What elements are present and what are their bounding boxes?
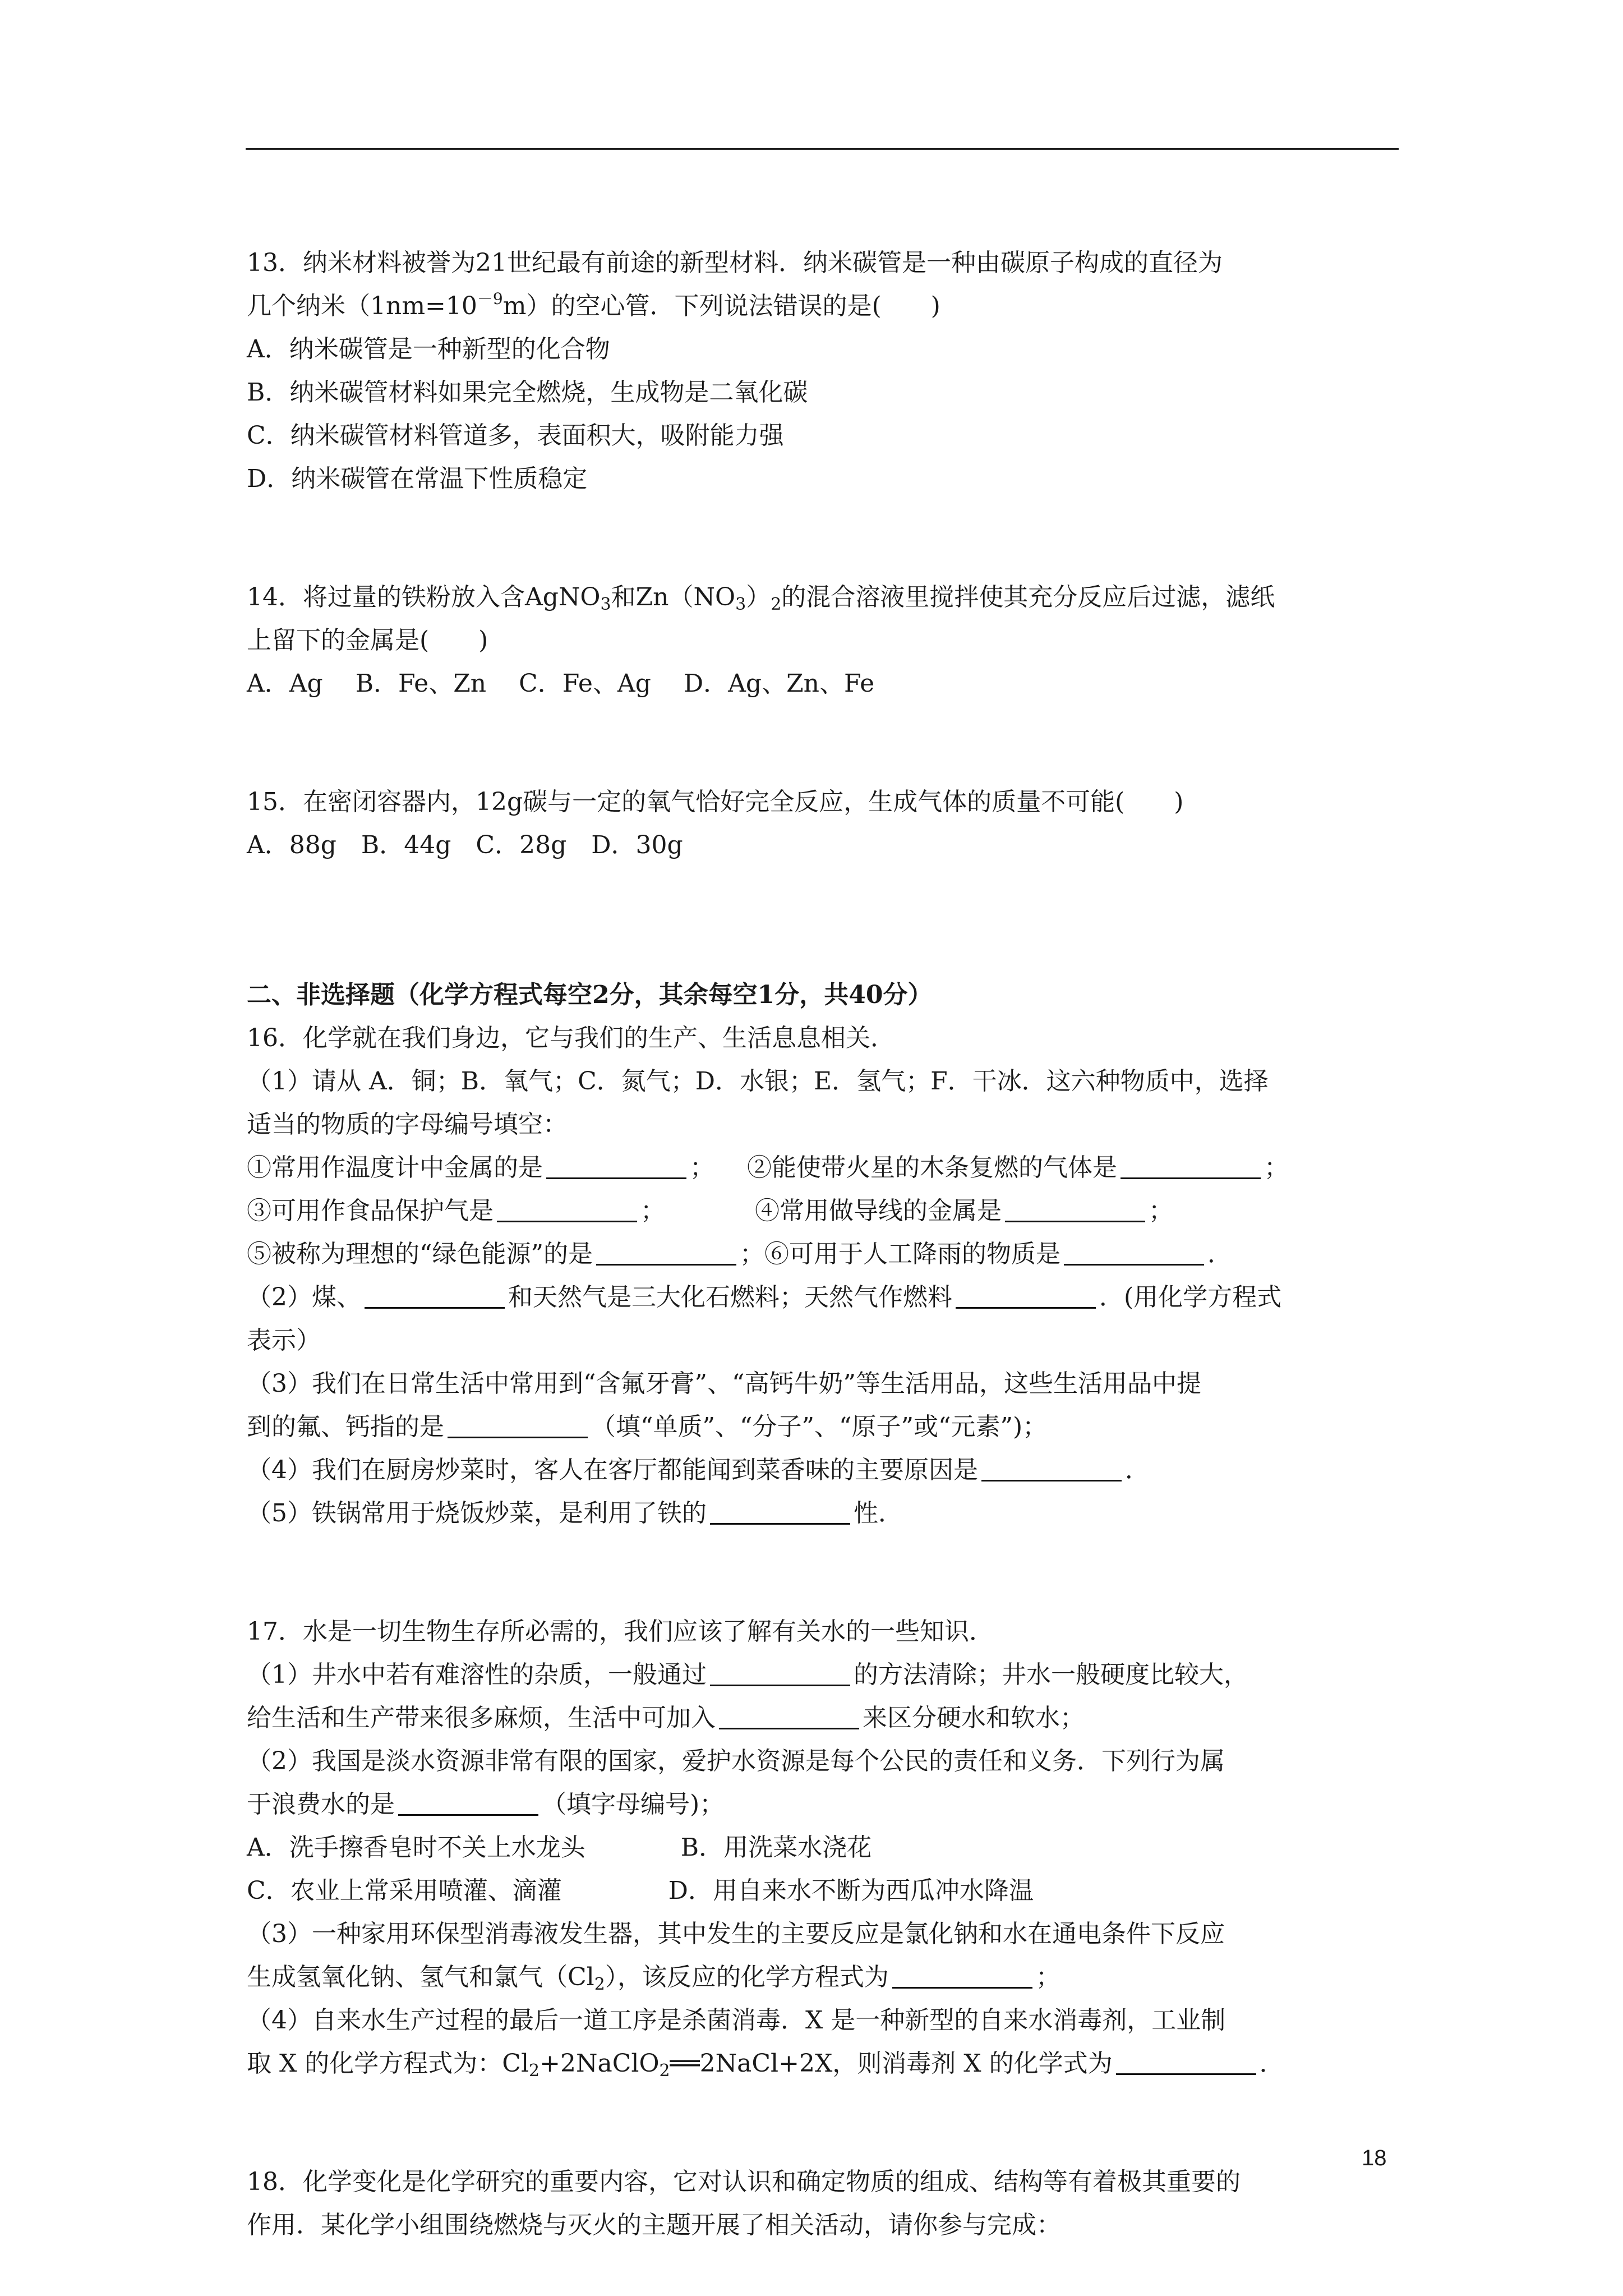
answer-blank[interactable] [596,1239,736,1266]
question-17-part3-line1: （3）一种家用环保型消毒液发生器，其中发生的主要反应是氯化钠和水在通电条件下反应 [247,1920,1225,1948]
question-14-stem-line1: 14．将过量的铁粉放入含AgNO$_3$和$Zn(NO_3)_2$的混合溶液里搅拌使其充分反应后过滤，滤纸 [247,583,1275,614]
question-17-options-cd [247,1869,1402,1912]
question-17-option-b: B．用洗菜水浇花 [680,1833,872,1862]
question-16-part2-line2: 表示） [247,1326,321,1355]
question-13 [247,241,1402,500]
question-17-part1-line1: （1）井水中若有难溶性的杂质，一般通过 的方法清除；井水一般硬度比较大， [247,1660,1248,1689]
question-18 [247,2160,1402,2247]
answer-blank[interactable] [1005,1196,1145,1222]
answer-blank[interactable] [956,1282,1096,1309]
question-13-option-b: B．纳米碳管材料如果完全燃烧，生成物是二氧化碳 [247,378,808,407]
page-number: 18 [1362,2146,1387,2170]
question-16-intro: 16．化学就在我们身边，它与我们的生产、生活息息相关． [247,1024,895,1052]
question-14 [247,576,1402,705]
question-16-part4: （4）我们在厨房炒菜时，客人在客厅都能闻到菜香味的主要原因是 ． [247,1456,1150,1484]
answer-blank[interactable] [546,1153,686,1179]
question-17-part2-line2: 于浪费水的是 （填字母编号)； [247,1790,725,1819]
answer-blank[interactable] [892,1962,1032,1989]
answer-blank[interactable] [1121,1153,1261,1179]
question-17-part4-line1: （4）自来水生产过程的最后一道工序是杀菌消毒．X 是一种新型的自来水消毒剂，工业制 [247,2006,1226,2035]
question-16-items-3-4: ③可用作食品保护气是 ； ④常用做导线的金属是 ； [247,1197,1173,1225]
question-16-items-1-2: ①常用作温度计中金属的是 ； ②能使带火星的木条复燃的气体是 ； [247,1153,1289,1182]
question-16-part1-line1: （1）请从 A．铜；B．氧气；C．氮气；D．水银；E．氢气；F．干冰．这六种物质中，选择 [247,1067,1269,1096]
question-18-stem-line1: 18．化学变化是化学研究的重要内容，它对认识和确定物质的组成、结构等有着极其重要的 [247,2168,1241,2196]
answer-blank[interactable] [365,1282,505,1309]
answer-blank[interactable] [497,1196,637,1222]
answer-blank[interactable] [1064,1239,1204,1266]
question-16-part3-line2: 到的氟、钙指的是 （填“单质”、“分子”、“原子”或“元素”)； [247,1412,1048,1441]
question-16-part1-line2: 适当的物质的字母编号填空： [247,1110,568,1139]
question-17-part4-line2: 取 X 的化学方程式为：$Cl_2+2NaClO_2══2NaCl+2X$，则消毒剂 X 的化学式为 ． [247,2049,1284,2081]
question-14-options: A．Ag B．Fe、Zn C．Fe、Ag D．Ag、Zn、Fe [247,669,875,698]
section-2-title: 二、非选择题（化学方程式每空2分，其余每空1分，共40分） [247,981,933,1009]
answer-blank[interactable] [398,1789,538,1816]
question-16-part5: （5）铁锅常用于烧饭炒菜，是利用了铁的 性． [247,1499,903,1527]
question-17-part2-line1: （2）我国是淡水资源非常有限的国家，爱护水资源是每个公民的责任和义务．下列行为属 [247,1747,1225,1775]
question-17-part1-line2: 给生活和生产带来很多麻烦，生活中可加入 来区分硬水和软水； [247,1704,1085,1732]
question-17-intro: 17．水是一切生物生存所必需的，我们应该了解有关水的一些知识． [247,1617,994,1646]
question-13-option-d: D．纳米碳管在常温下性质稳定 [247,464,588,493]
question-18-stem-line2: 作用．某化学小组围绕燃烧与灭火的主题开展了相关活动，请你参与完成： [247,2211,1061,2239]
question-13-stem-line1: 13．纳米材料被誉为21世纪最有前途的新型材料．纳米碳管是一种由碳原子构成的直径为 [247,249,1223,277]
page-content [247,241,1402,2247]
answer-blank[interactable] [710,1660,850,1686]
answer-blank[interactable] [448,1412,588,1438]
question-16-part2-line1: （2）煤、 和天然气是三大化石燃料；天然气作燃料 ．(用化学方程式 [247,1283,1282,1312]
question-16-items-5-6: ⑤被称为理想的“绿色能源”的是 ；⑥可用于人工降雨的物质是 ． [247,1240,1232,1268]
question-16-part3-line1: （3）我们在日常生活中常用到“含氟牙膏”、“高钙牛奶”等生活用品，这些生活用品中提 [247,1369,1201,1398]
question-17-option-c: C．农业上常采用喷灌、滴灌 [247,1876,562,1905]
question-17-options-ab [247,1826,1402,1869]
header-rule [246,148,1399,150]
question-17-option-d: D．用自来水不断为西瓜冲水降温 [668,1876,1034,1905]
answer-blank[interactable] [719,1703,859,1729]
question-16 [247,1016,1402,1535]
question-15 [247,780,1402,867]
answer-blank[interactable] [710,1498,850,1525]
answer-blank[interactable] [981,1455,1122,1481]
question-15-options: A．88g B．44g C．28g D．30g [247,831,683,859]
question-17-part3-line2: 生成氢氧化钠、氢气和氯气$(Cl_2)$，该反应的化学方程式为 ； [247,1963,1061,1994]
question-17-option-a: A．洗手擦香皂时不关上水龙头 [247,1833,585,1862]
question-13-stem-line2: 几个纳米$(1nm=10^{-9}m)$的空心管．下列说法错误的是( ) [247,289,940,320]
question-15-stem: 15．在密闭容器内，12g碳与一定的氧气恰好完全反应，生成气体的质量不可能( ) [247,788,1184,816]
question-17 [247,1610,1402,2085]
question-14-stem-line2: 上留下的金属是( ) [247,626,488,655]
question-13-option-a: A．纳米碳管是一种新型的化合物 [247,335,610,364]
question-13-option-c: C．纳米碳管材料管道多，表面积大，吸附能力强 [247,421,784,450]
answer-blank[interactable] [1116,2049,1256,2075]
